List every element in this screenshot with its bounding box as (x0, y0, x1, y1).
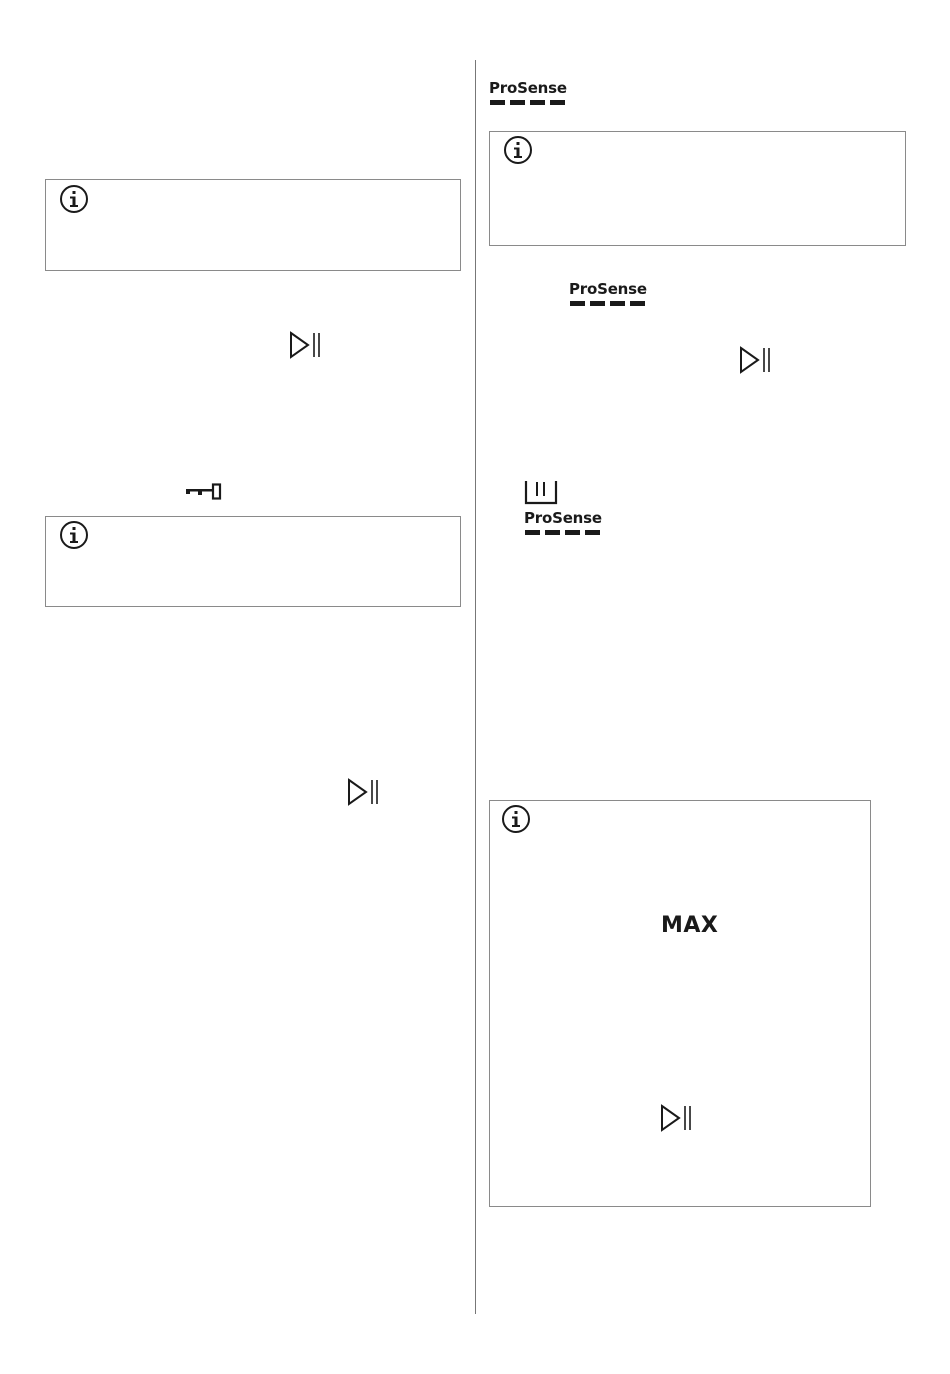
play-pause-icon (739, 346, 773, 374)
prosense-dashes (525, 530, 601, 536)
info-icon (59, 184, 89, 214)
play-pause-icon (289, 331, 323, 359)
prosense-dashes (490, 100, 566, 106)
info-box-2 (45, 516, 461, 607)
info-box-3 (489, 131, 906, 246)
prosense-label: ProSense (569, 280, 647, 298)
info-box-4 (489, 800, 871, 1207)
play-pause-icon (347, 778, 381, 806)
prosense-logo (524, 510, 604, 540)
prosense-logo (489, 80, 569, 110)
prosense-label: ProSense (524, 509, 602, 527)
max-label: MAX (661, 913, 719, 938)
prosense-label: ProSense (489, 79, 567, 97)
prosense-dashes (570, 301, 646, 307)
basket-icon (524, 479, 558, 505)
play-pause-icon (660, 1104, 694, 1132)
info-icon (59, 520, 89, 550)
prosense-logo (569, 281, 649, 311)
info-box-1 (45, 179, 461, 271)
child-lock-key-icon (186, 483, 222, 501)
info-icon (501, 804, 531, 834)
info-icon (503, 135, 533, 165)
column-divider (475, 60, 476, 1314)
